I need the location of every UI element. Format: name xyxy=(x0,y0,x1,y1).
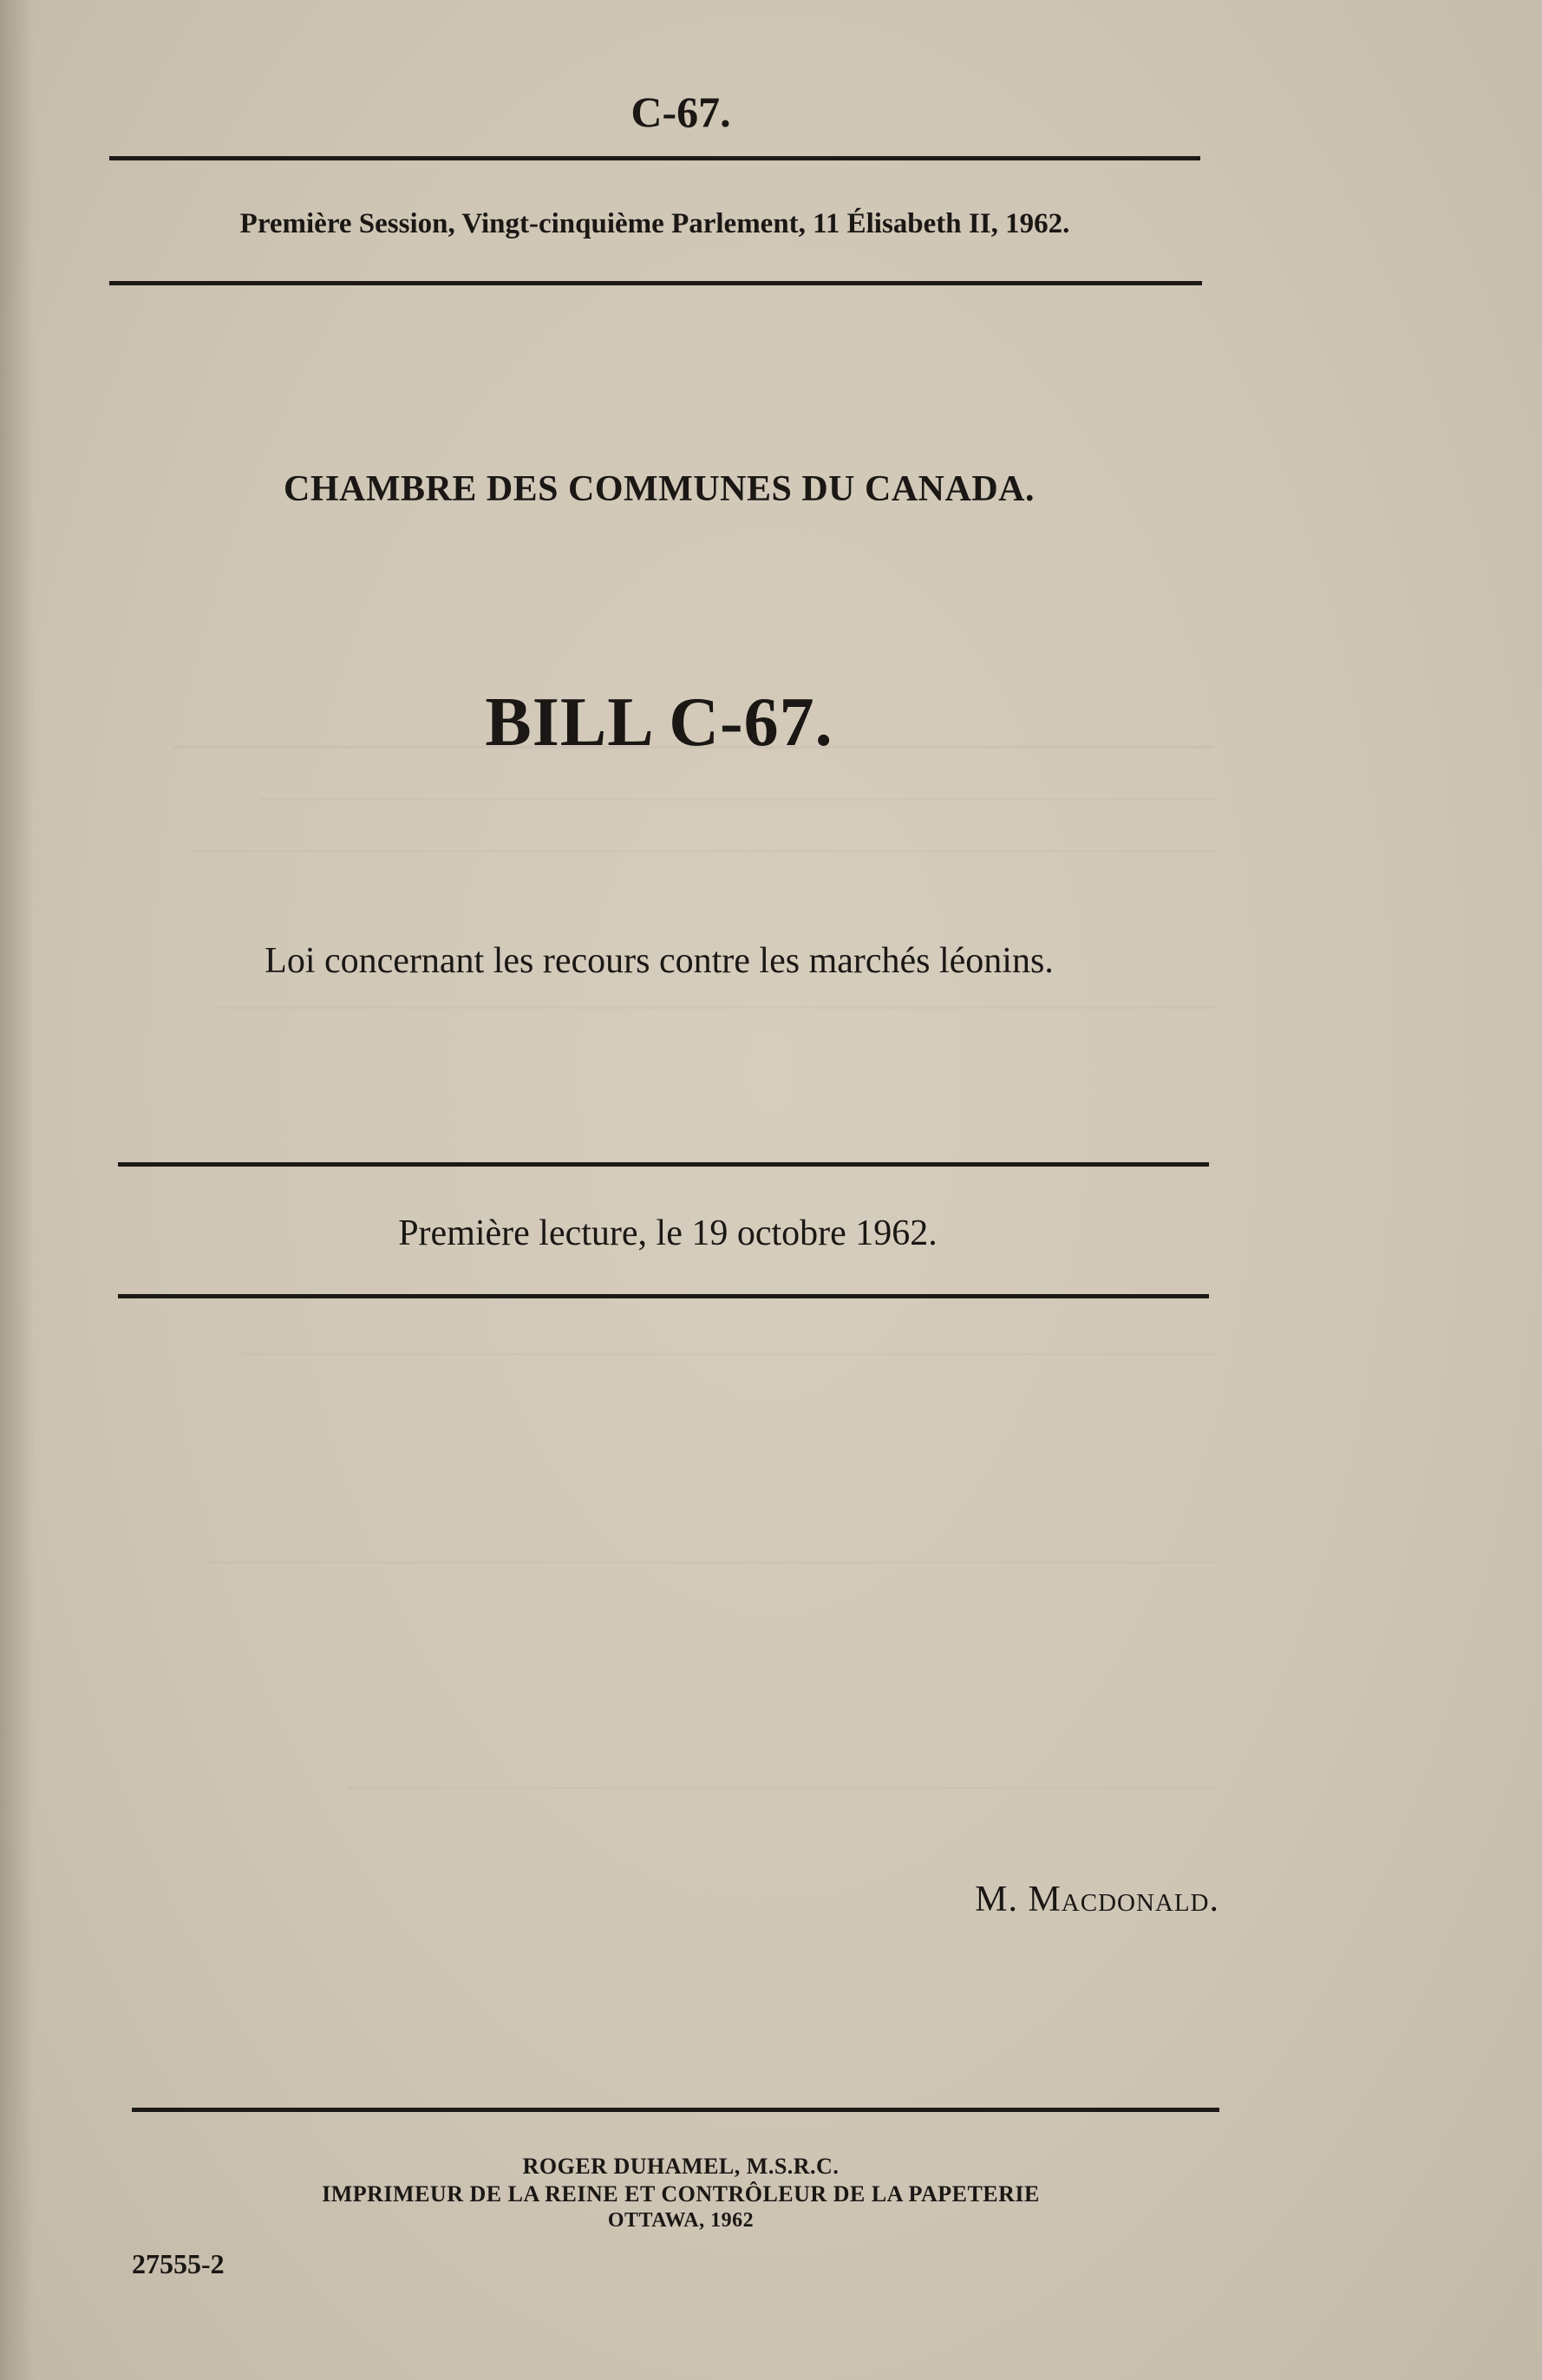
session-line: Première Session, Vingt-cinquième Parlement, 11 Élisabeth II, 1962. xyxy=(239,208,1070,239)
first-reading-line: Première lecture, le 19 octobre 1962. xyxy=(398,1213,938,1253)
print-code: 27555-2 xyxy=(132,2248,225,2279)
top-rule-2 xyxy=(109,281,1202,285)
bill-number-header: C-67. xyxy=(631,88,731,136)
printer-name: ROGER DUHAMEL, M.S.R.C. xyxy=(522,2154,840,2179)
show-through-texture xyxy=(121,746,1214,1873)
top-rule-1 xyxy=(109,156,1200,160)
page-edge-shadow xyxy=(0,0,35,2380)
printer-title: IMPRIMEUR DE LA REINE ET CONTRÔLEUR DE LA PAPETERIE xyxy=(322,2181,1040,2207)
reading-rule-bottom xyxy=(118,1294,1209,1298)
printer-place: OTTAWA, 1962 xyxy=(607,2209,755,2232)
chamber-heading: CHAMBRE DES COMMUNES DU CANADA. xyxy=(284,469,1035,509)
sponsor-name-text: M. Macdonald. xyxy=(975,1880,1219,1919)
reading-rule-top xyxy=(118,1162,1209,1167)
sponsor-name xyxy=(975,1879,1219,1920)
bill-title: BILL C-67. xyxy=(485,684,833,761)
printer-rule xyxy=(132,2108,1219,2112)
bill-subject: Loi concernant les recours contre les marchés léonins. xyxy=(265,941,1054,981)
